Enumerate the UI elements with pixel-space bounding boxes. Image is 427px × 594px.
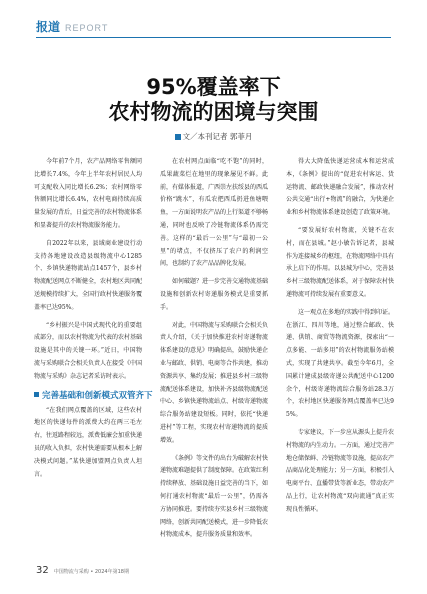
text-column-1	[34, 156, 153, 486]
paragraph: 在农村网点面临“吃不饱”的同时，瓜果蔬菜烂在地里的现象屡见不鲜。此前，有媒体报道，广西崇左扶绥县的西瓜价格“跳水”，有瓜农把西瓜扔进鱼塘喂鱼，一方面说明农产品的上行渠道不够畅通，同时也反映了冷链物流体系仍需完善。这样的“最后一公里”与“最初一公里”的堵点，不仅挤压了农户的利润空间，也制约了农产品品牌化发展。	[160, 158, 269, 268]
paragraph: 这一观点在多地的实践中得到印证。在浙江、四川等地，通过整合邮政、快递、供销、商贸等物流资源，探索出“一点多能、一站多用”的农村物流服务站模式，实现了共建共享。截至今年6月，全国累计建成县级寄递公共配送中心1200余个，村级寄递物流综合服务站28.3万个，农村地区快递服务网点覆盖率已达95%。	[286, 308, 395, 419]
paragraph: “要发展好农村物流，关键不在农村，而在县城。”赵小敏告诉记者，县城作为连接城乡的枢纽，在物流网络中具有承上启下的作用。以县城为中心，完善县乡村三级物流配送体系，对于保障农村快递物流可持续发展有重要意义。	[286, 226, 395, 298]
section-header	[36, 18, 108, 35]
article-title-line1: 95%覆盖率下	[146, 75, 281, 99]
page-number: 32	[36, 565, 49, 576]
paragraph: 得大大降低快递运营成本和运营成本，《条例》提出的“促进农村客运、货运物流、邮政快递融合发展”，推动农村公共交通“出行+物流”的融合，为快递企业和乡村物流体系建设创造了政策环境。	[286, 158, 395, 217]
subheading	[34, 389, 153, 401]
paragraph: 对此，中国物流与采购联合会相关负责人介绍，《关于加快推进农村寄递物流体系建设的意见》明确提出，鼓励快递企业与邮政、供销、电商等合作共建，推动资源共享、集约发展；推进县乡村三级物流配送体系建设，加快补齐县级物流配送中心、乡镇快递物流站点、村级寄递物流综合服务站建设短板。同时，依托“快递进村”等工程，实现农村寄递物流的提质增效。	[160, 321, 269, 444]
article-title-line2: 农村物流的困境与突围	[108, 100, 319, 124]
section-label-en: REPORT	[65, 23, 109, 33]
issue-info: 中国物流与采购 • 2024年第18期	[53, 569, 129, 575]
byline-text: 文／本刊记者 郭菲月	[182, 132, 253, 141]
paragraph: 如何破题？进一步完善交通物流基础设施和创新农村寄递服务模式是重要抓手。	[160, 278, 269, 311]
header-rule	[36, 37, 391, 38]
byline-square-icon	[175, 134, 181, 140]
paragraph: 《条例》等文件的出台为破解农村快递物流难题提供了制度保障。在政策红利持续释放、基础设施日益完善的当下，如何打通农村物流“最后一公里”，仍需各方协同推进。要持续夯实县乡村三级物流网络，创新共同配送模式，进一步降低农村物流成本，提升服务质量和效率。	[160, 454, 269, 539]
paragraph: 今年前7个月，农产品网络零售额同比增长7.4%，今年上半年农村居民人均可支配收入同比增长6.2%；农村网络零售额同比增长6.4%，农村电商持续高质量发展的背后，日益完善的农村物流体系和显著提升的农村物流服务能力。	[34, 158, 143, 229]
paragraph: 专家建议，下一步应从源头上提升农村物流的内生动力。一方面，通过完善产地仓储保鲜、冷链物流等设施，提高农产品商品化处理能力；另一方面，积极引入电商平台、直播带货等新业态，带动农产品上行，让农村物流“双向流通”真正实现良性循环。	[286, 428, 395, 513]
text-column-2	[160, 156, 268, 547]
subheading-square-icon	[34, 392, 39, 397]
subheading-text: 完善基础和创新模式双管齐下	[42, 390, 153, 401]
paragraph: “在我们网点覆盖的区域，这些农村地区的快递每件的派费大约在两三毛左右，往返路程较远，派费低廉会加重快递员的收入负担，农村快递需要从根本上解决模式问题。”某快递加盟网点负责人坦言。	[34, 406, 143, 478]
byline	[0, 131, 427, 142]
page-footer	[36, 565, 129, 576]
text-column-3	[286, 156, 394, 522]
paragraph: “乡村振兴是中国式现代化的重要组成部分，而以农村物流为代表的农村基础设施是其中的关键一环。”近日，中国物流与采购联合会相关负责人在接受《中国物流与采购》杂志记者采访时表示。	[34, 321, 143, 380]
paragraph: 自2022年以来，县域商业建设行动支持各地建设改造县级物流中心1285个、乡镇快递物流站点1457个，县乡村物流配送网点不断健全，农村地区共同配送规模持续扩大，全国行政村快递服务覆盖率已达95%。	[34, 239, 143, 311]
section-label: 报道	[36, 20, 61, 34]
